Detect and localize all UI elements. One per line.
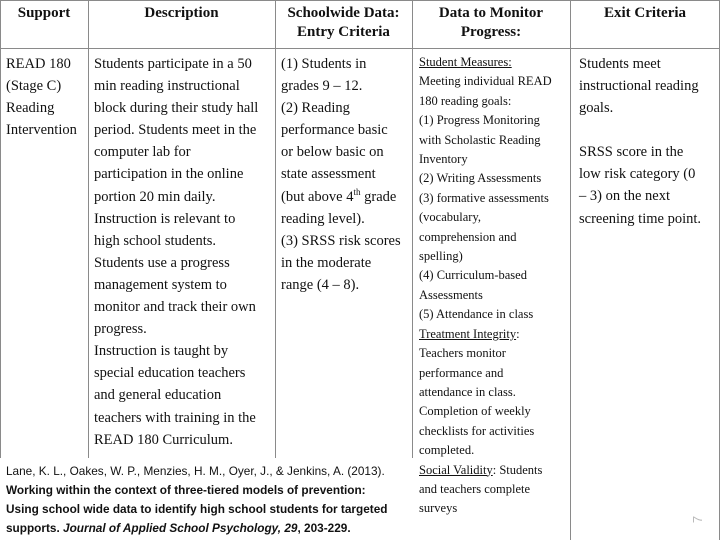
header-support: Support [17,5,71,21]
treatment-integrity-heading: Treatment Integrity: [419,326,520,341]
header-monitor-progress: Data to Monitor Progress: [438,5,544,40]
header-description: Description [144,5,219,21]
student-measures-heading: Student Measures: [419,55,512,69]
monitor-progress-cell: Student Measures: Meeting individual READ 180 reading goals: (1) Progress Monitoring with Scholastic Reading Inventory (2) Writing Assessments (3) formative assessments (vocabulary, comprehension and spelling) (4) Curriculum-based Assessments (5) Attendance in class Treatment Integrity: Teachers monitor performance and attendance in class. Completion of weekly checklists for activities completed. Social Validity: Students and teachers complete surveys [419,55,552,516]
header-exit-criteria: Exit Criteria [603,5,687,21]
description-cell: Students participate in a 50 min reading instructional block during their study hall period. Students meet in the computer lab for participation in the online portion 20 min daily. Instruction is relevant to high school students. Students use a progress management system to monitor and track their own progress. Instruction is taught by special education teachers and general education teachers with training in the READ 180 Curriculum. [94,56,259,448]
entry-criteria-cell: (1) Students in grades 9 – 12. (2) Reading performance basic or below basic on state assessment (but above 4th grade reading level). (3) SRSS risk scores in the moderate range (4 – 8). [281,56,401,293]
page-number: 7 [690,515,706,524]
support-cell: READ 180 (Stage C) Reading Intervention [6,56,77,139]
citation-box: Lane, K. L., Oakes, W. P., Menzies, H. M., Oyer, J., & Jenkins, A. (2013). Working within the context of three-tiered models of prevention: Using school wide data to identify high school students for targeted supports. Journal of Applied School Psychology, 29, 203-229. [0,458,414,540]
header-entry-criteria: Schoolwide Data: Entry Criteria [287,5,400,40]
exit-criteria-cell: Students meet instructional reading goals. SRSS score in the low risk category (0 – 3) on the next screening time point. [579,56,702,227]
social-validity-heading: Social Validity: Students [419,462,543,477]
